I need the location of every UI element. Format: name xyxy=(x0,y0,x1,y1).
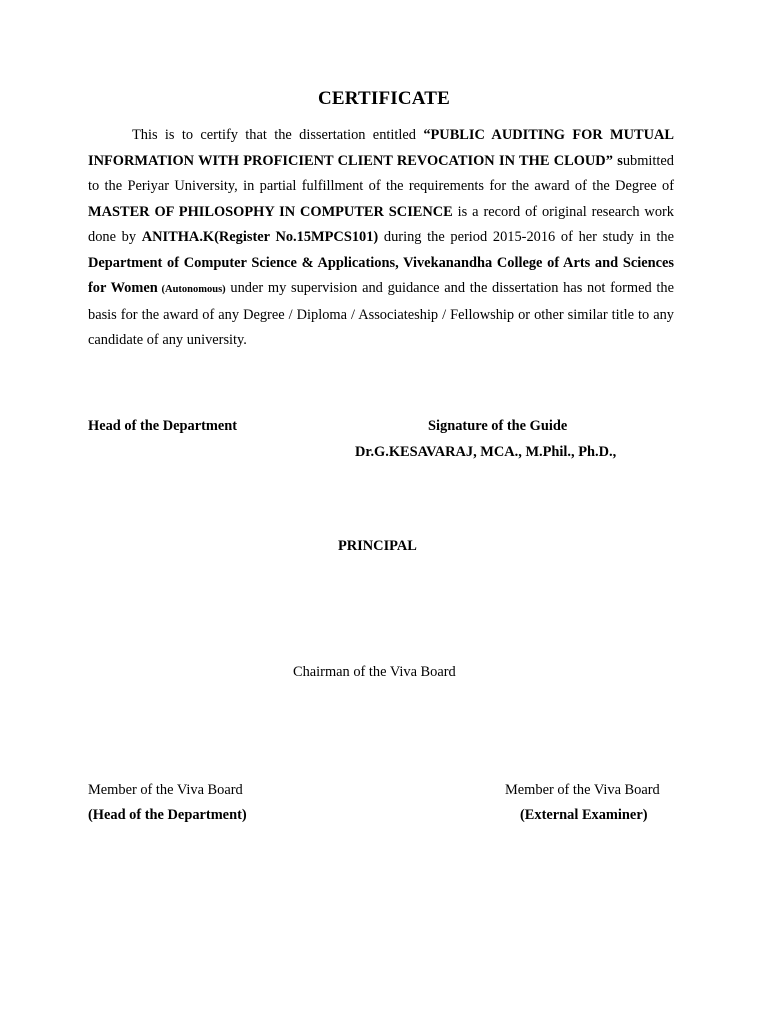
candidate-name: ANITHA.K(Register No.15MPCS101) xyxy=(141,229,379,245)
degree-name: MASTER OF PHILOSOPHY IN COMPUTER SCIENCE xyxy=(88,203,453,220)
body-record: is a record of original research work done by xyxy=(88,203,674,245)
member-left-role: (Head of the Department) xyxy=(88,807,247,823)
body-period: during the period 2015-2016 of her study in the xyxy=(378,229,674,245)
body-s: s xyxy=(612,152,623,169)
member-left-label: Member of the Viva Board xyxy=(88,782,243,798)
autonomous-label: (Autonomous) xyxy=(157,284,226,295)
chairman-label: Chairman of the Viva Board xyxy=(293,664,456,680)
guide-signature-label: Signature of the Guide xyxy=(428,418,568,434)
body-submitted: ubmitted to the Periyar University, in partial fulfillment of the requirements for the award of the Degree of xyxy=(88,152,674,194)
department-name: Department of Computer Science & Applications, Vivekanandha College of Arts and Sciences for Women xyxy=(88,254,674,296)
member-right-label: Member of the Viva Board xyxy=(505,782,660,798)
body-intro: This is to certify that the dissertation entitled xyxy=(132,127,424,143)
member-right-role: (External Examiner) xyxy=(520,807,648,823)
thesis-title: “PUBLIC AUDITING FOR MUTUAL INFORMATION WITH PROFICIENT CLIENT REVOCATION IN THE CLOUD” xyxy=(88,127,674,169)
body-closing: under my supervision and guidance and the dissertation has not formed the basis for the award of any Degree / Diploma / Associateship / Fellowship or other similar title to any candidate of any university. xyxy=(88,280,674,348)
head-of-department-label: Head of the Department xyxy=(88,418,238,434)
certificate-title: CERTIFICATE xyxy=(317,88,451,109)
guide-name: Dr.G.KESAVARAJ, MCA., M.Phil., Ph.D., xyxy=(355,444,617,460)
certificate-body xyxy=(88,123,674,354)
principal-label: PRINCIPAL xyxy=(338,538,417,554)
